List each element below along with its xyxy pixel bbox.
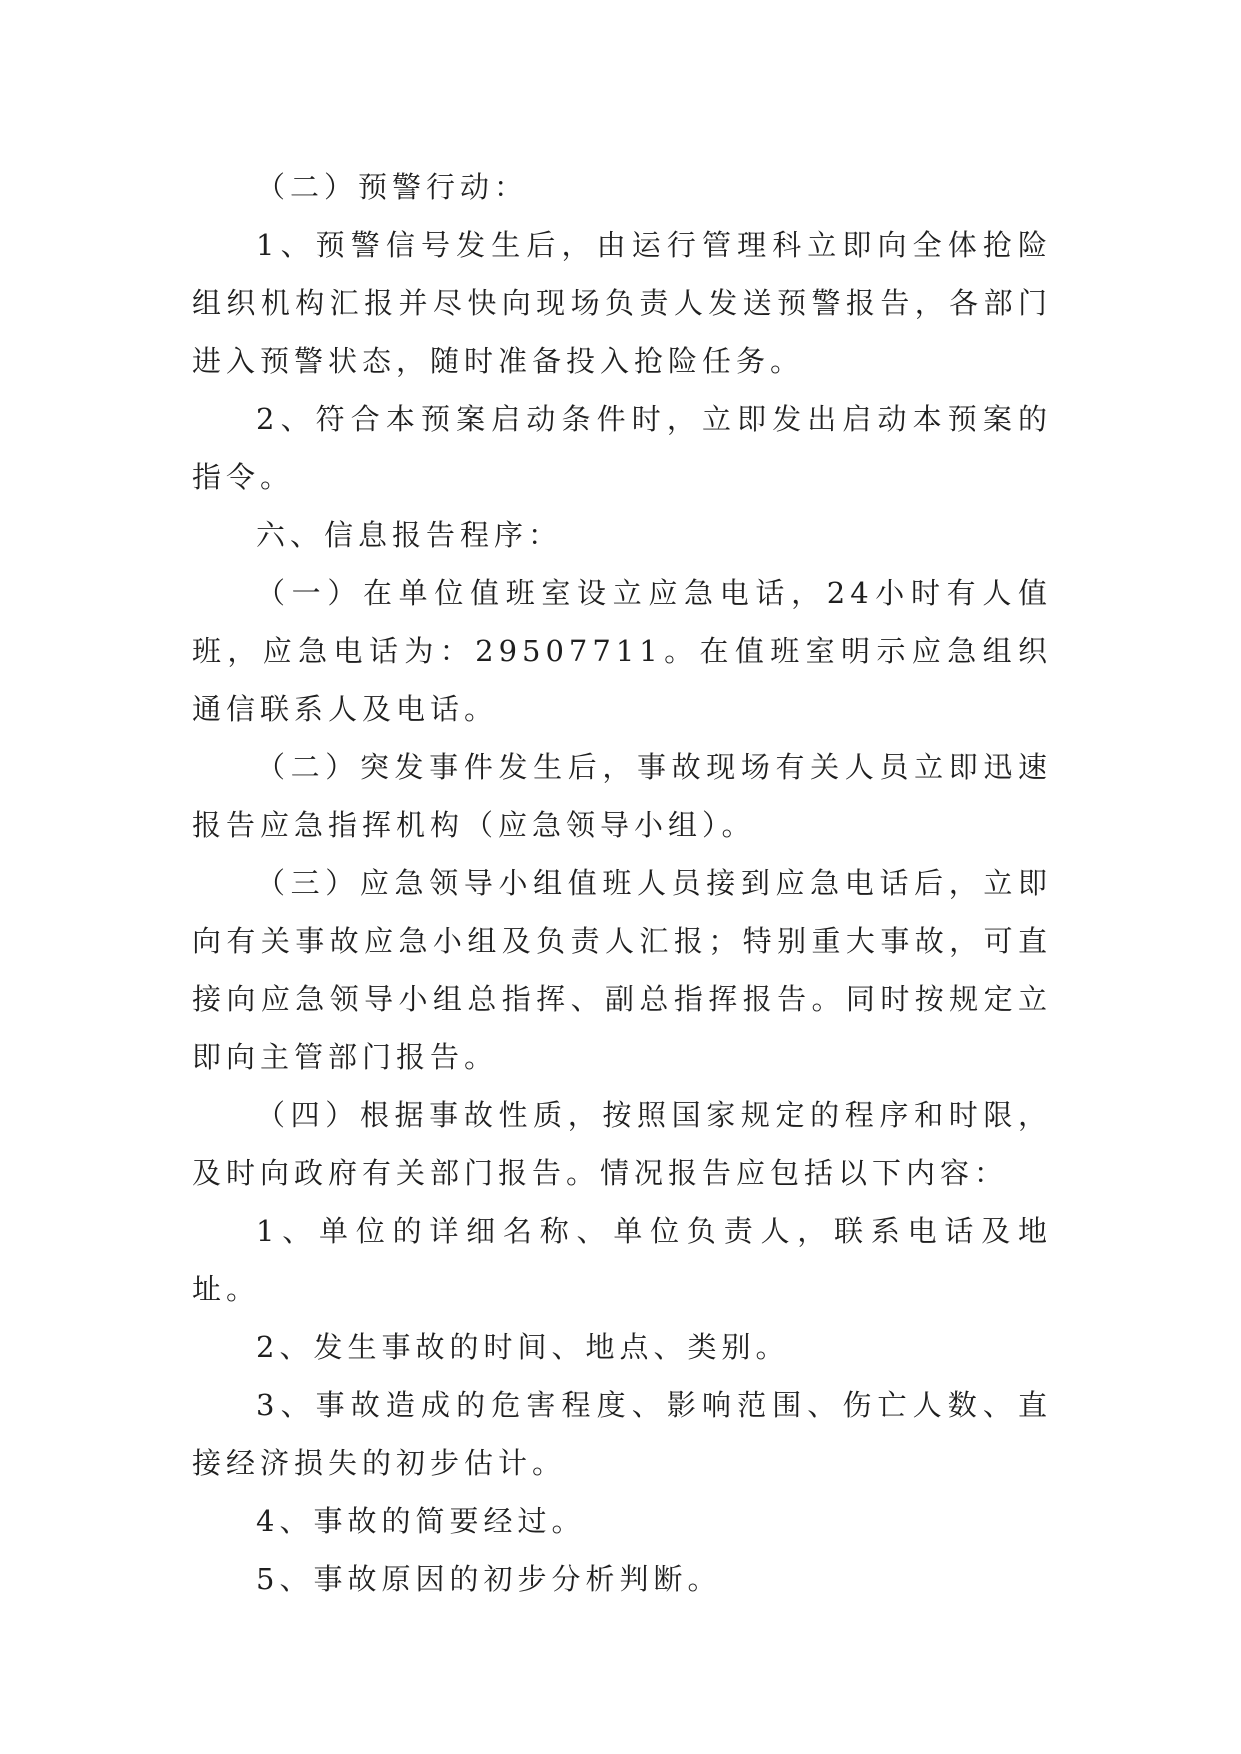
document-body [192, 158, 1052, 1608]
paragraph-section-six-heading: 六、信息报告程序： [256, 518, 563, 552]
paragraph-warning-step-1: 1、预警信号发生后，由运行管理科立即向全体抢险组织机构汇报并尽快向现场负责人发送预警报告，各部门进入预警状态，随时准备投入抢险任务。 [192, 228, 1052, 378]
paragraph-content-3: 3、事故造成的危害程度、影响范围、伤亡人数、直接经济损失的初步估计。 [192, 1388, 1052, 1480]
paragraph-content-5: 5、事故原因的初步分析判断。 [256, 1562, 722, 1596]
paragraph-report-item-3: （三）应急领导小组值班人员接到应急电话后，立即向有关事故应急小组及负责人汇报；特别重大事故，可直接向应急领导小组总指挥、副总指挥报告。同时按规定立即向主管部门报告。 [192, 866, 1052, 1074]
paragraph-content-1: 1、单位的详细名称、单位负责人，联系电话及地址。 [192, 1214, 1052, 1306]
paragraph-warning-action-heading: （二）预警行动： [256, 170, 529, 204]
paragraph-warning-step-2: 2、符合本预案启动条件时，立即发出启动本预案的指令。 [192, 402, 1052, 494]
paragraph-content-2: 2、发生事故的时间、地点、类别。 [256, 1330, 790, 1364]
paragraph-report-item-4: （四）根据事故性质，按照国家规定的程序和时限，及时向政府有关部门报告。情况报告应包括以下内容： [192, 1098, 1052, 1190]
paragraph-content-4: 4、事故的简要经过。 [256, 1504, 586, 1538]
paragraph-report-item-1: （一）在单位值班室设立应急电话，24小时有人值班，应急电话为：29507711。在值班室明示应急组织通信联系人及电话。 [192, 576, 1052, 726]
paragraph-report-item-2: （二）突发事件发生后，事故现场有关人员立即迅速报告应急指挥机构（应急领导小组）。 [192, 750, 1052, 842]
